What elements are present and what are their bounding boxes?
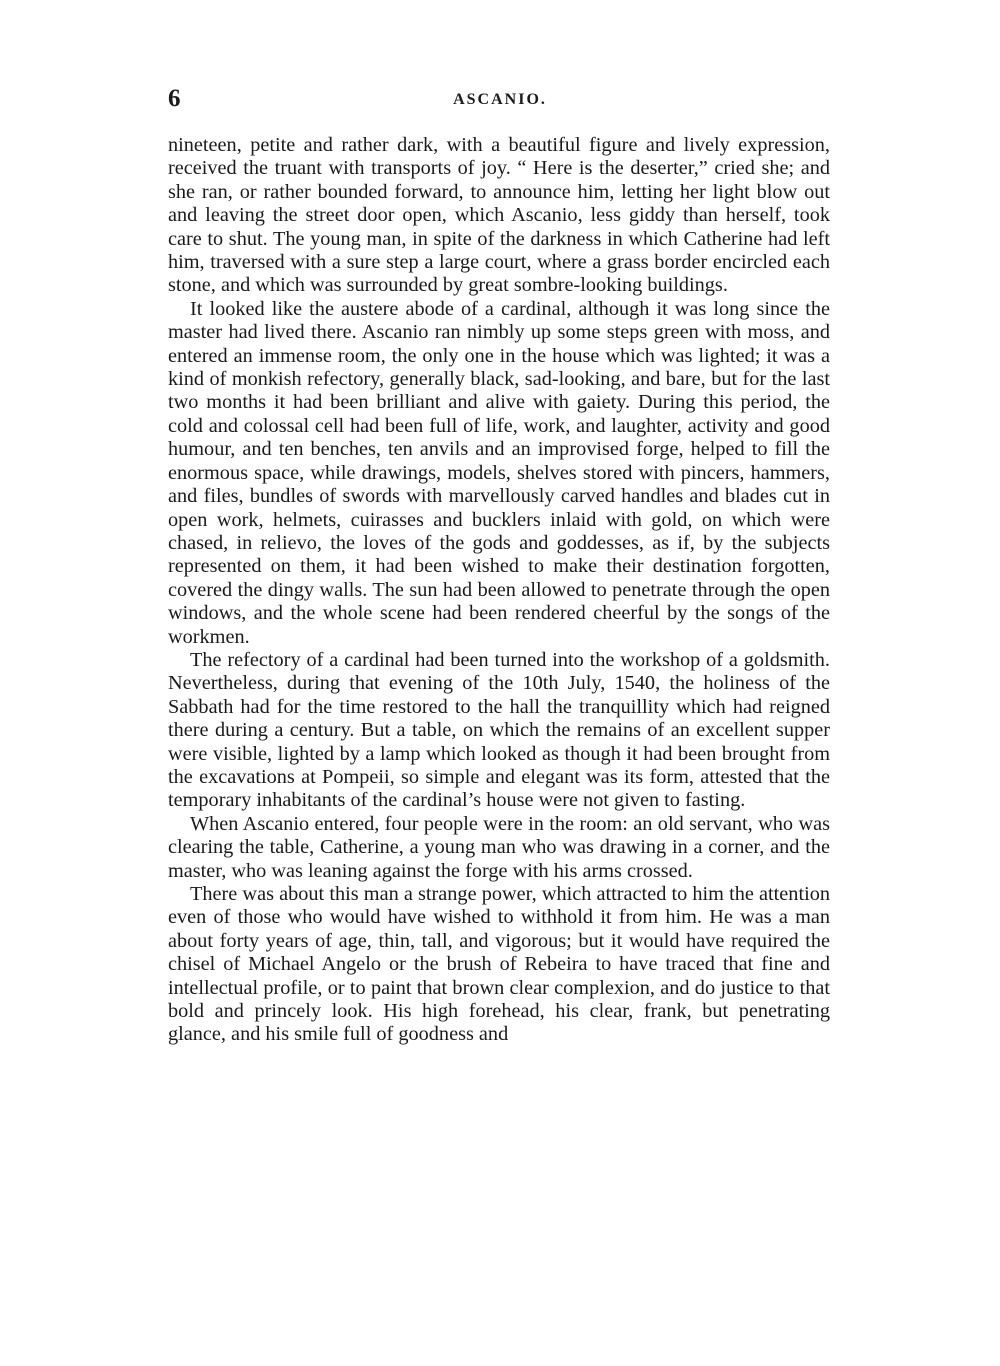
paragraph-1: nineteen, petite and rather dark, with a beautiful figure and lively expression, received the truant with transports of joy. “ Here is the deserter,” cried she; and she ran, or rather bounded forward, to announce him, letting her light blow out and leaving the street door open, which Ascanio, less giddy than herself, took care to shut. The young man, in spite of the darkness in which Catherine had left him, traversed with a sure step a large court, where a grass border encircled each stone, and which was surrounded by great sombre-looking buildings.	[168, 134, 830, 297]
paragraph-5: There was about this man a strange power, which attracted to him the attention even of those who would have wished to withhold it from him. He was a man about forty years of age, thin, tall, and vigorous; but it would have required the chisel of Michael Angelo or the brush of Rebeira to have traced that fine and intellectual profile, or to paint that brown clear complexion, and do justice to that bold and princely look. His high forehead, his clear, frank, but penetrating glance, and his smile full of goodness and	[168, 883, 830, 1046]
paragraph-2: It looked like the austere abode of a cardinal, although it was long since the master had lived there. Ascanio ran nimbly up some steps green with moss, and entered an immense room, the only one in the house which was lighted; it was a kind of monkish refectory, generally black, sad-looking, and bare, but for the last two months it had been brilliant and alive with gaiety. During this period, the cold and colossal cell had been full of life, work, and laughter, activity and good humour, and ten benches, ten anvils and an improvised forge, helped to fill the enormous space, while drawings, models, shelves stored with pincers, hammers, and files, bundles of swords with marvellously carved handles and blades cut in open work, helmets, cuirasses and bucklers inlaid with gold, on which were chased, in relievo, the loves of the gods and goddesses, as if, by the subjects represented on them, it had been wished to make their destination forgotten, covered the dingy walls. The sun had been allowed to penetrate through the open windows, and the whole scene had been rendered cheerful by the songs of the workmen.	[168, 297, 830, 648]
running-head	[168, 84, 832, 114]
page-number: 6	[168, 85, 181, 112]
body-text	[168, 134, 830, 1047]
running-title: ASCANIO.	[453, 91, 547, 108]
paragraph-4: When Ascanio entered, four people were in the room: an old servant, who was clearing the table, Catherine, a young man who was drawing in a corner, and the master, who was leaning against the forge with his arms crossed.	[168, 812, 830, 882]
paragraph-3: The refectory of a cardinal had been turned into the workshop of a goldsmith. Nevertheless, during that evening of the 10th July, 1540, the holiness of the Sabbath had for the time restored to the hall the tranquillity which had reigned there during a century. But a table, on which the remains of an excellent supper were visible, lighted by a lamp which looked as though it had been brought from the excavations at Pompeii, so simple and elegant was its form, attested that the temporary inhabitants of the cardinal’s house were not given to fasting.	[168, 648, 830, 812]
